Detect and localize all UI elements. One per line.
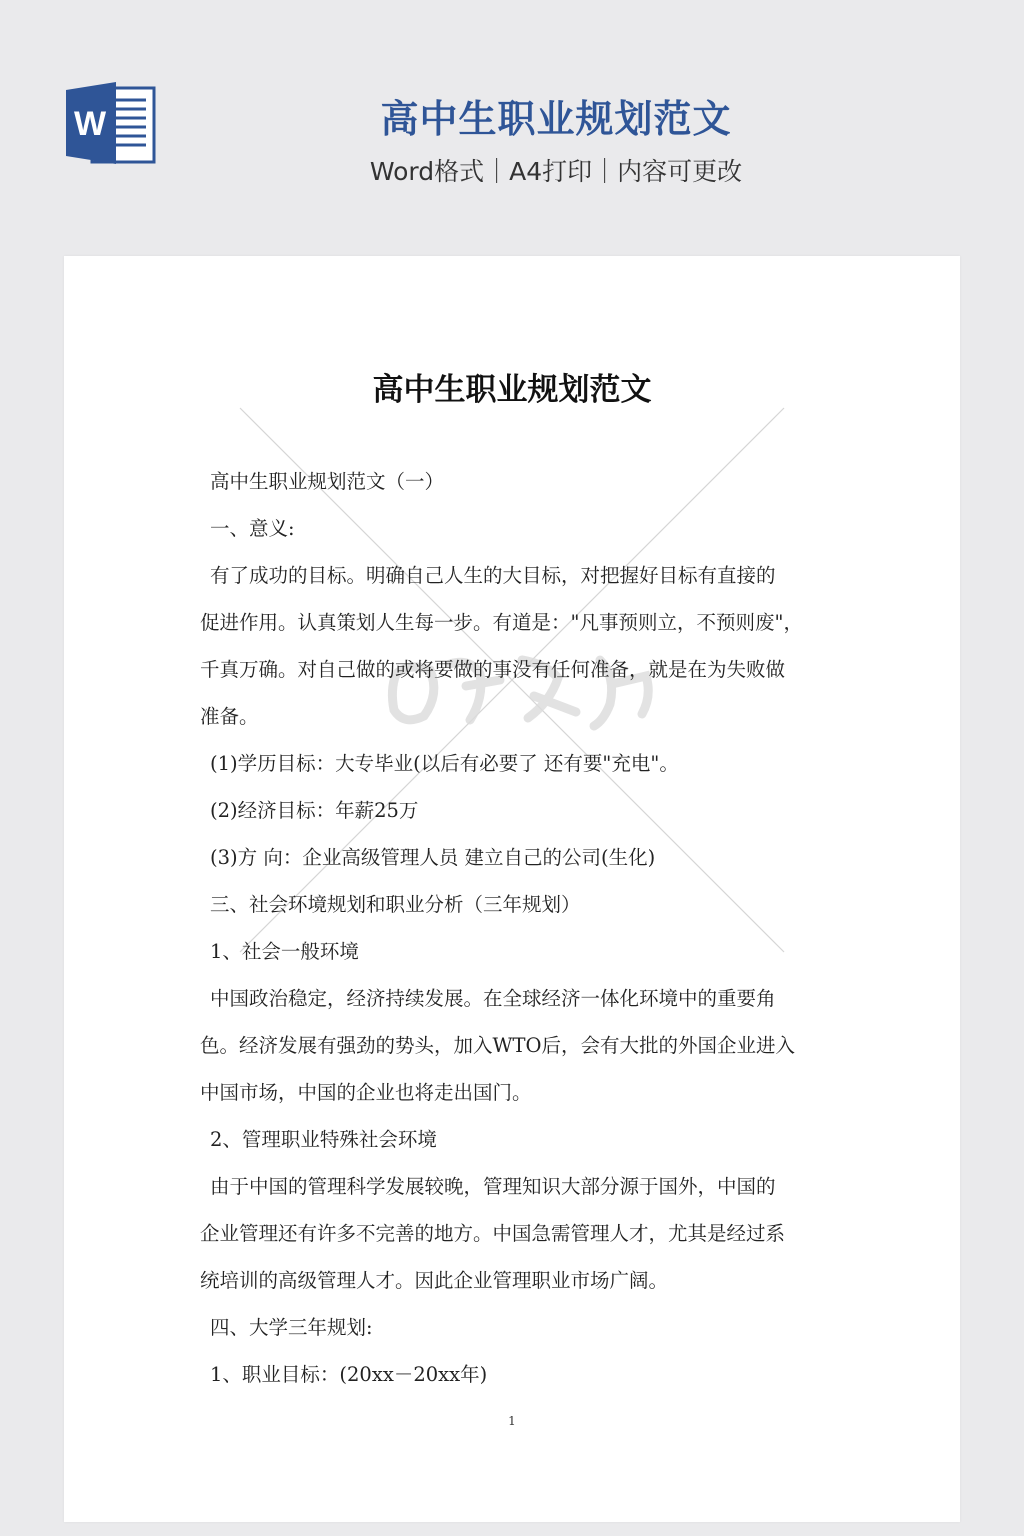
paragraph: 2、管理职业特殊社会环境 xyxy=(210,1128,437,1151)
paragraph: 1、社会一般环境 xyxy=(210,940,359,963)
document-page xyxy=(64,256,960,1522)
paragraph: 中国市场，中国的企业也将走出国门。 xyxy=(200,1081,532,1104)
paragraph: 高中生职业规划范文（一） xyxy=(210,470,445,493)
header-subtitle: Word格式｜A4打印｜内容可更改 xyxy=(369,157,743,186)
paragraph: 促进作用。认真策划人生每一步。有道是："凡事预则立，不预则废"， xyxy=(200,611,803,634)
paragraph: 准备。 xyxy=(200,705,259,728)
header xyxy=(0,0,1024,256)
paragraph: 四、大学三年规划: xyxy=(210,1316,373,1339)
paragraph: 统培训的高级管理人才。因此企业管理职业市场广阔。 xyxy=(200,1269,669,1292)
paragraph: 三、社会环境规划和职业分析（三年规划） xyxy=(210,893,581,916)
paragraph: (1)学历目标：大专毕业(以后有必要了 还有要"充电"。 xyxy=(210,752,679,775)
paragraph: 千真万确。对自己做的或将要做的事没有任何准备，就是在为失败做 xyxy=(200,658,786,681)
paragraph: 色。经济发展有强劲的势头，加入WTO后，会有大批的外国企业进入 xyxy=(200,1034,796,1057)
paragraph: 企业管理还有许多不完善的地方。中国急需管理人才，尤其是经过系 xyxy=(200,1222,786,1245)
paragraph: (2)经济目标：年薪25万 xyxy=(210,799,419,822)
word-logo-icon xyxy=(62,80,158,166)
paragraph: 一、意义: xyxy=(210,517,295,540)
paragraph: 有了成功的目标。明确自己人生的大目标，对把握好目标有直接的 xyxy=(210,564,776,587)
paragraph: 中国政治稳定，经济持续发展。在全球经济一体化环境中的重要角 xyxy=(210,987,776,1010)
paragraph: 由于中国的管理科学发展较晚，管理知识大部分源于国外，中国的 xyxy=(210,1175,776,1198)
document-body xyxy=(200,458,830,1398)
page-number: 1 xyxy=(508,1414,516,1428)
header-title: 高中生职业规划范文 xyxy=(380,97,732,141)
document-title: 高中生职业规划范文 xyxy=(372,372,652,408)
paragraph: (3)方 向：企业高级管理人员 建立自己的公司(生化) xyxy=(210,846,656,869)
paragraph: 1、职业目标：(20xx－20xx年) xyxy=(210,1363,488,1386)
word-logo-letter: W xyxy=(73,105,107,143)
